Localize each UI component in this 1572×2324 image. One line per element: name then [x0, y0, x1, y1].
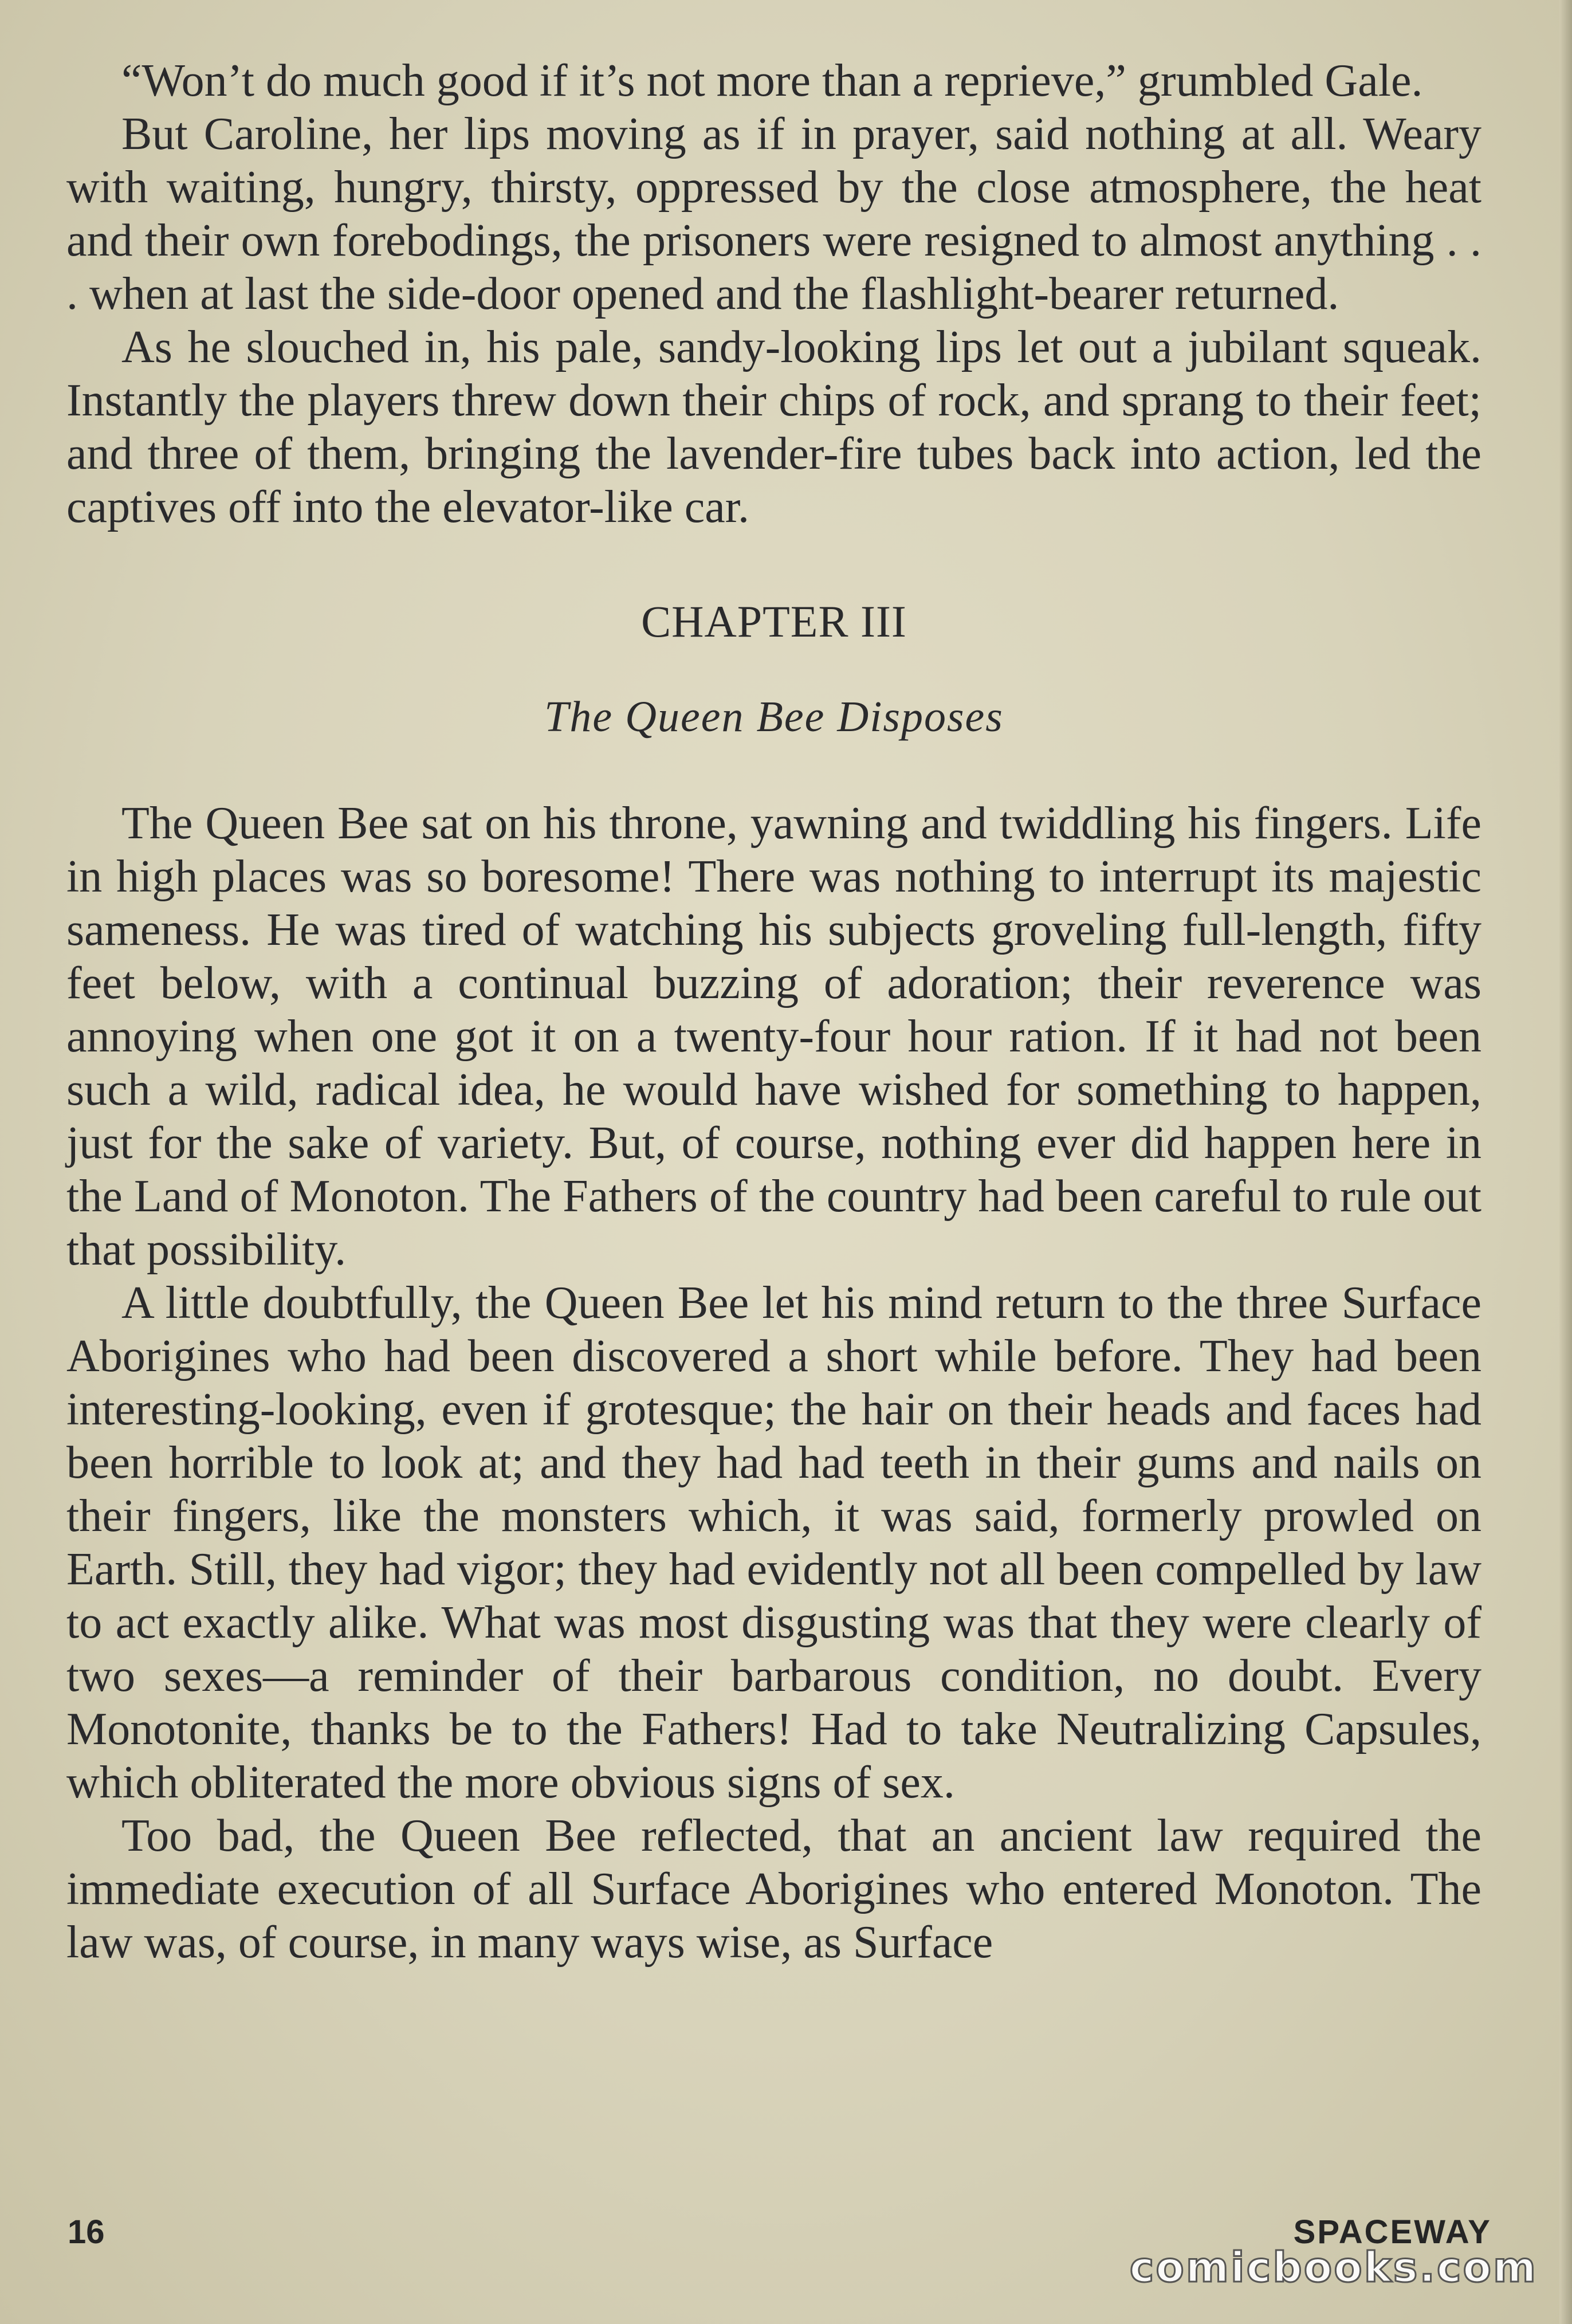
page-edge	[1559, 0, 1572, 2324]
chapter-subtitle: The Queen Bee Disposes	[544, 693, 1004, 741]
paragraph-slouched-in: As he slouched in, his pale, sandy-looking lips let out a jubilant squeak. Instantly the players threw down their chips of rock, and sprang to their feet; and three of them, bringing the lavender-fire tubes back into action, led the captives off into the elevator-like car.	[66, 322, 1481, 532]
paragraph-surface-aborigines: A little doubtfully, the Queen Bee let his mind return to the three Surface Aborigines who had been discovered a short while before. They had been interesting-looking, even if grotesque; the hair on their heads and faces had been horrible to look at; and they had had teeth in their gums and nails on their fingers, like the monsters which, it was said, formerly prowled on Earth. Still, they had vigor; they had evidently not all been compelled by law to act exactly alike. What was most disgusting was that they were clearly of two sexes—a reminder of their barbarous condition, no doubt. Every Monotonite, thanks be to the Fathers! Had to take Neutralizing Capsules, which obliterated the more obvious signs of sex.	[66, 1278, 1481, 1808]
paragraph-gale-reprieve: “Won’t do much good if it’s not more than a reprieve,” grumbled Gale.	[121, 56, 1423, 106]
paragraph-caroline-prayer: But Caroline, her lips moving as if in prayer, said nothing at all. Weary with waiting, hungry, thirsty, oppressed by the close atmosphere, the heat and their own forebodings, the prisoners were resigned to almost anything . . . when at last the side-door opened and the flashlight-bearer returned.	[66, 109, 1481, 319]
page-number: 16	[68, 2213, 105, 2251]
paragraph-ancient-law: Too bad, the Queen Bee reflected, that an ancient law required the immediate execution of all Surface Aborigines who entered Monoton. The law was, of course, in many ways wise, as Surface	[66, 1811, 1481, 1968]
page-text	[66, 54, 1481, 1969]
magazine-name: SPACEWAY	[1293, 2213, 1492, 2251]
watermark: comicbooks.com	[1129, 2243, 1538, 2291]
paragraph-queen-bee-throne: The Queen Bee sat on his throne, yawning and twiddling his fingers. Life in high places was so boresome! There was nothing to interrupt its majestic sameness. He was tired of watching his subjects groveling full-length, fifty feet below, with a continual buzzing of adoration; their reverence was annoying when one got it on a twenty-four hour ration. If it had not been such a wild, radical idea, he would have wished for something to happen, just for the sake of variety. But, of course, nothing ever did happen here in the Land of Monoton. The Fathers of the country had been careful to rule out that possibility.	[66, 798, 1481, 1275]
chapter-title: CHAPTER III	[641, 596, 907, 646]
